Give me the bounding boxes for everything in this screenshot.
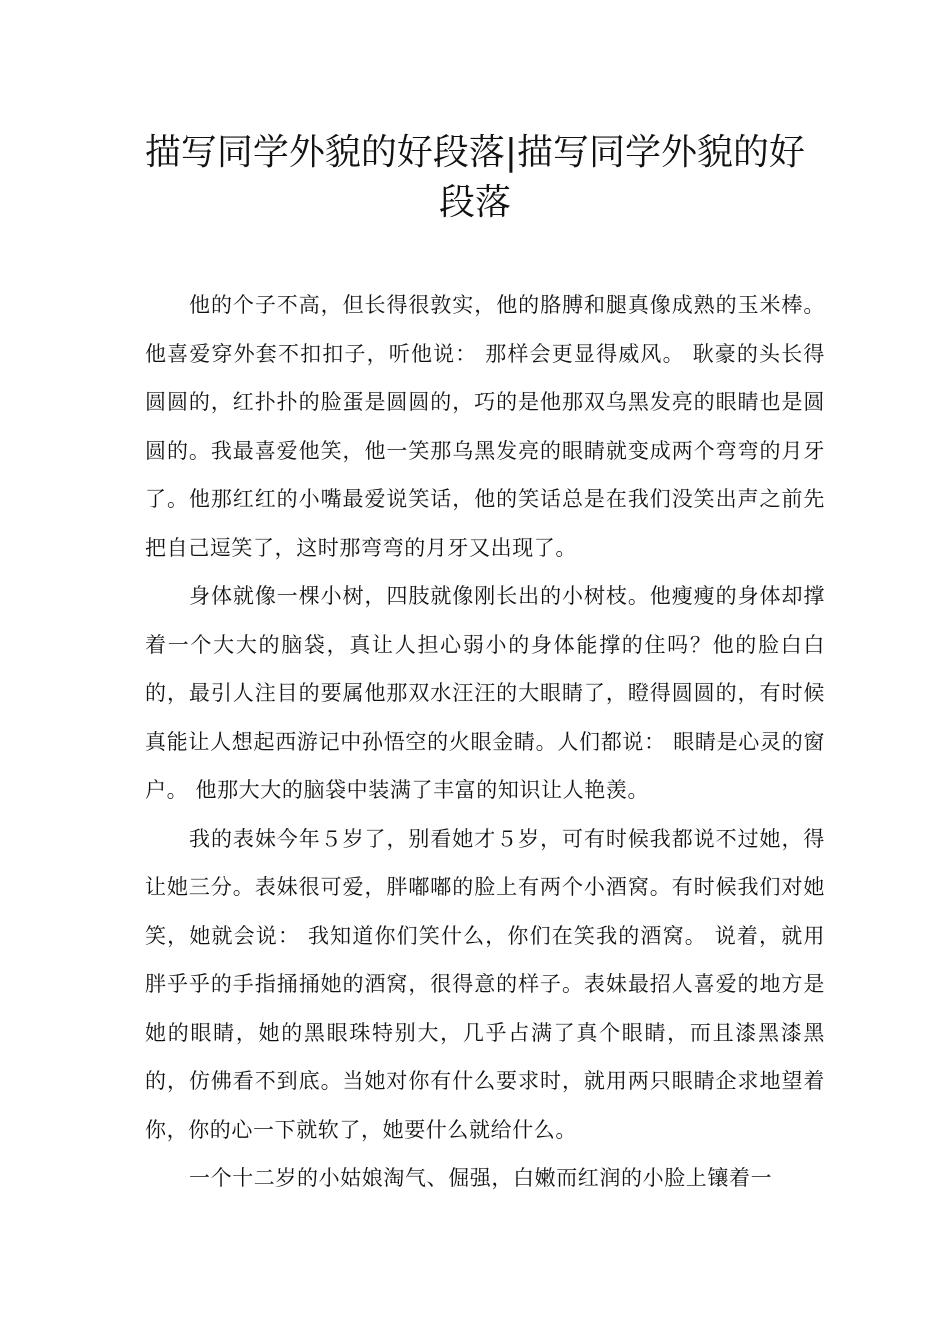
paragraph-4: 一个十二岁的小姑娘淘气、倔强，白嫩而红润的小脸上镶着一 [189,1166,773,1190]
paragraph-3: 我的表妹今年５岁了，别看她才５岁，可有时候我都说不过她，得让她三分。表妹很可爱，胖嘟嘟的脸上有两个小酒窝。有时候我们对她笑，她就会说： 我知道你们笑什么，你们在笑我的酒窝。 说着，就用胖乎乎的手指捅捅她的酒窝，很得意的样子。表妹最招人喜爱的地方是她的眼睛，她的黑眼珠特别大，几乎占满了真个眼睛，而且漆黑漆黑的，仿佛看不到底。当她对你有什么要求时，就用两只眼睛企求地望着你，你的心一下就软了，她要什么就给什么。 [145,826,825,1142]
document-title: 描写同学外貌的好段落|描写同学外貌的好段落 [144,132,806,223]
paragraph-1: 他的个子不高，但长得很敦实，他的胳膊和腿真像成熟的玉米棒。他喜爱穿外套不扣扣子，听他说： 那样会更显得威风。 耿豪的头长得圆圆的，红扑扑的脸蛋是圆圆的，巧的是他那双乌黑发亮的眼睛也是圆圆的。我最喜爱他笑，他一笑那乌黑发亮的眼睛就变成两个弯弯的月牙了。他那红红的小嘴最爱说笑话，他的笑话总是在我们没笑出声之前先把自己逗笑了，这时那弯弯的月牙又出现了。 [145,293,825,560]
paragraph-2: 身体就像一棵小树，四肢就像刚长出的小树枝。他瘦瘦的身体却撑着一个大大的脑袋，真让人担心弱小的身体能撑的住吗？他的脸白白的，最引人注目的要属他那双水汪汪的大眼睛了，瞪得圆圆的，有时候真能让人想起西游记中孙悟空的火眼金睛。人们都说： 眼睛是心灵的窗户。 他那大大的脑袋中装满了丰富的知识让人艳羡。 [145,584,825,802]
document-body [145,281,825,1203]
